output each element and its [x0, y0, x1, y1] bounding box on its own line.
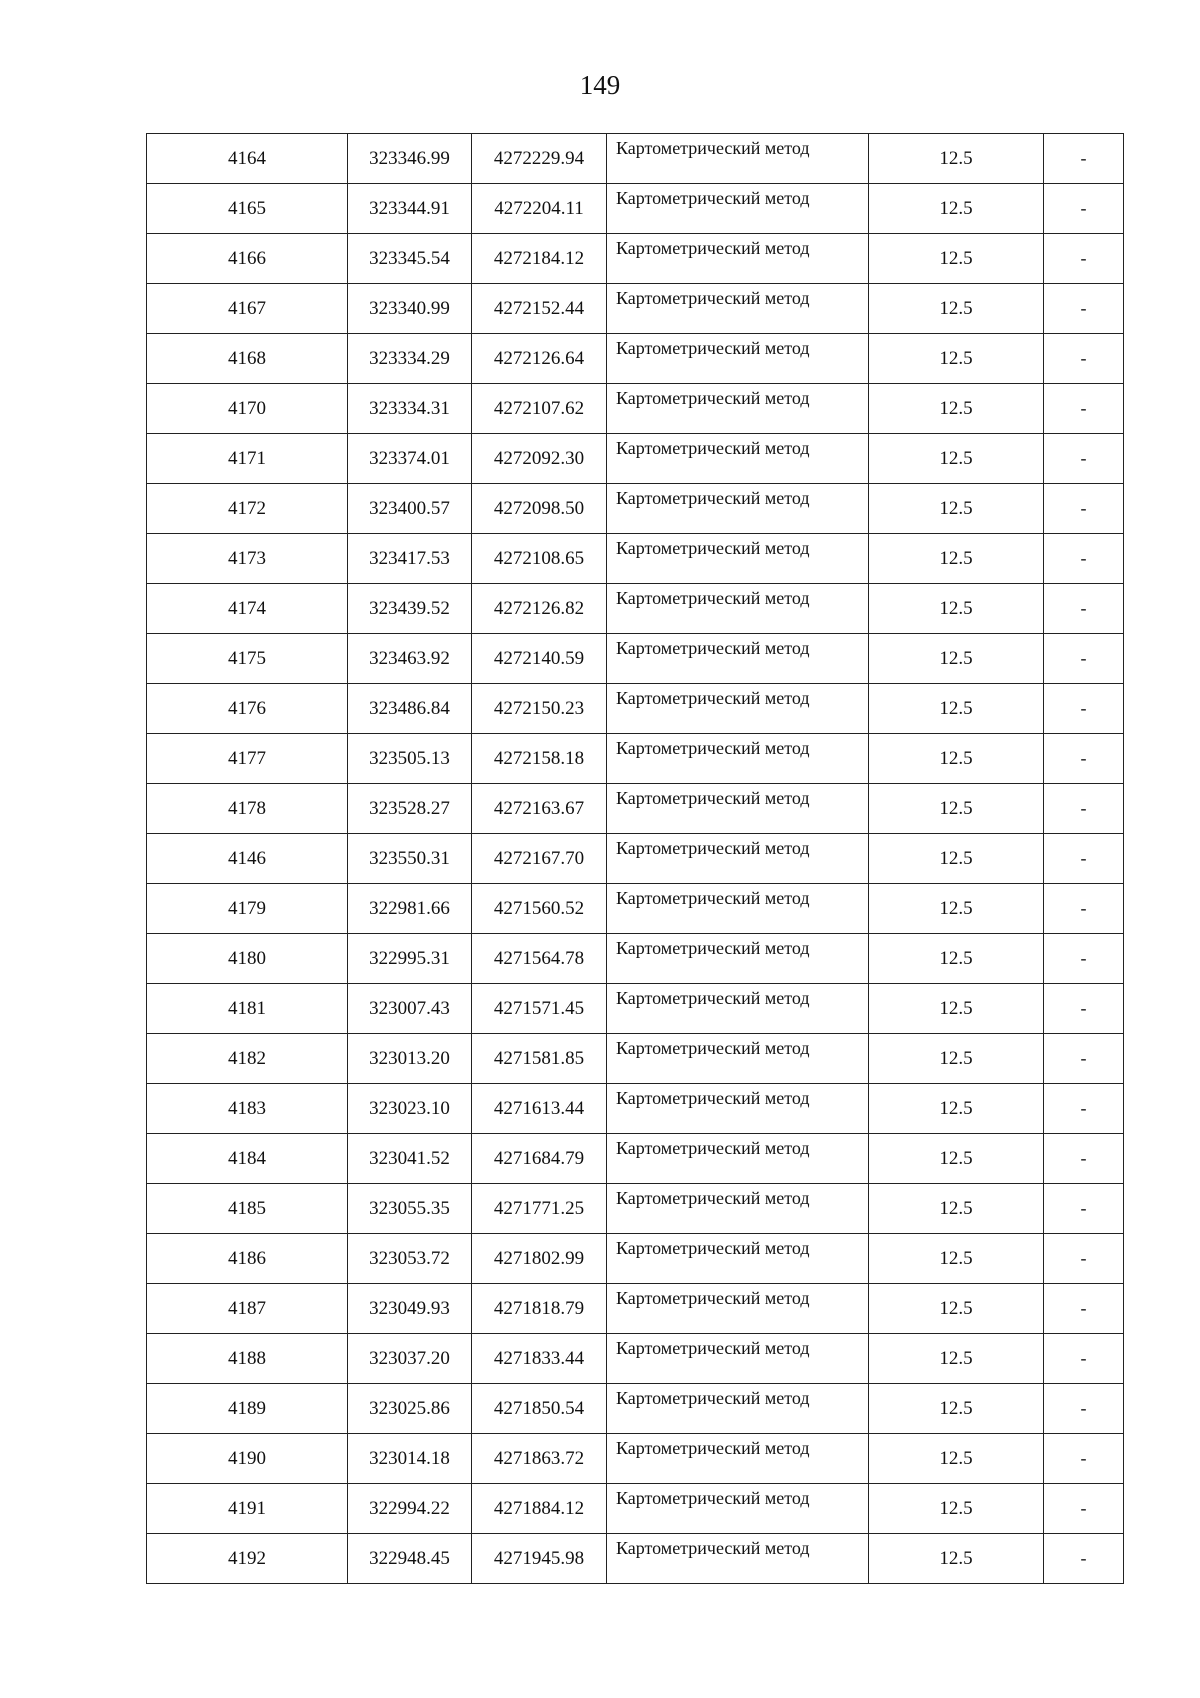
- y-coordinate-cell: 4272126.64: [472, 334, 607, 384]
- accuracy-cell: 12.5: [869, 384, 1044, 434]
- table-row: [147, 1184, 1124, 1234]
- point-number-cell: 4170: [147, 384, 348, 434]
- table-row: [147, 1234, 1124, 1284]
- method-cell: Картометрический метод: [607, 434, 869, 484]
- y-coordinate-cell: 4272204.11: [472, 184, 607, 234]
- point-number-cell: 4179: [147, 884, 348, 934]
- point-number-cell: 4184: [147, 1134, 348, 1184]
- table-row: [147, 684, 1124, 734]
- point-number-cell: 4177: [147, 734, 348, 784]
- note-cell: -: [1044, 634, 1124, 684]
- table-row: [147, 434, 1124, 484]
- method-cell: Картометрический метод: [607, 334, 869, 384]
- table-row: [147, 1134, 1124, 1184]
- method-cell: Картометрический метод: [607, 984, 869, 1034]
- note-cell: -: [1044, 134, 1124, 184]
- point-number-cell: 4178: [147, 784, 348, 834]
- y-coordinate-cell: 4272126.82: [472, 584, 607, 634]
- x-coordinate-cell: 323374.01: [348, 434, 472, 484]
- y-coordinate-cell: 4271581.85: [472, 1034, 607, 1084]
- x-coordinate-cell: 322948.45: [348, 1534, 472, 1584]
- point-number-cell: 4146: [147, 834, 348, 884]
- y-coordinate-cell: 4271564.78: [472, 934, 607, 984]
- y-coordinate-cell: 4272107.62: [472, 384, 607, 434]
- x-coordinate-cell: 322994.22: [348, 1484, 472, 1534]
- y-coordinate-cell: 4271771.25: [472, 1184, 607, 1234]
- accuracy-cell: 12.5: [869, 1384, 1044, 1434]
- note-cell: -: [1044, 1084, 1124, 1134]
- method-cell: Картометрический метод: [607, 184, 869, 234]
- x-coordinate-cell: 323486.84: [348, 684, 472, 734]
- table-row: [147, 784, 1124, 834]
- accuracy-cell: 12.5: [869, 784, 1044, 834]
- note-cell: -: [1044, 934, 1124, 984]
- y-coordinate-cell: 4271833.44: [472, 1334, 607, 1384]
- note-cell: -: [1044, 1034, 1124, 1084]
- note-cell: -: [1044, 234, 1124, 284]
- table-row: [147, 1484, 1124, 1534]
- x-coordinate-cell: 323014.18: [348, 1434, 472, 1484]
- table-row: [147, 1034, 1124, 1084]
- accuracy-cell: 12.5: [869, 934, 1044, 984]
- method-cell: Картометрический метод: [607, 1534, 869, 1584]
- x-coordinate-cell: 323013.20: [348, 1034, 472, 1084]
- x-coordinate-cell: 323345.54: [348, 234, 472, 284]
- method-cell: Картометрический метод: [607, 1434, 869, 1484]
- point-number-cell: 4185: [147, 1184, 348, 1234]
- y-coordinate-cell: 4272108.65: [472, 534, 607, 584]
- accuracy-cell: 12.5: [869, 684, 1044, 734]
- point-number-cell: 4176: [147, 684, 348, 734]
- note-cell: -: [1044, 984, 1124, 1034]
- table-row: [147, 884, 1124, 934]
- point-number-cell: 4187: [147, 1284, 348, 1334]
- point-number-cell: 4191: [147, 1484, 348, 1534]
- note-cell: -: [1044, 334, 1124, 384]
- table-row: [147, 584, 1124, 634]
- table-row: [147, 984, 1124, 1034]
- method-cell: Картометрический метод: [607, 934, 869, 984]
- x-coordinate-cell: 323505.13: [348, 734, 472, 784]
- x-coordinate-cell: 322995.31: [348, 934, 472, 984]
- y-coordinate-cell: 4271818.79: [472, 1284, 607, 1334]
- table-row: [147, 334, 1124, 384]
- method-cell: Картометрический метод: [607, 1484, 869, 1534]
- table-row: [147, 534, 1124, 584]
- x-coordinate-cell: 323025.86: [348, 1384, 472, 1434]
- point-number-cell: 4173: [147, 534, 348, 584]
- method-cell: Картометрический метод: [607, 1034, 869, 1084]
- point-number-cell: 4166: [147, 234, 348, 284]
- point-number-cell: 4188: [147, 1334, 348, 1384]
- method-cell: Картометрический метод: [607, 884, 869, 934]
- table-row: [147, 1284, 1124, 1334]
- table-row: [147, 834, 1124, 884]
- y-coordinate-cell: 4271884.12: [472, 1484, 607, 1534]
- accuracy-cell: 12.5: [869, 1484, 1044, 1534]
- method-cell: Картометрический метод: [607, 1184, 869, 1234]
- note-cell: -: [1044, 184, 1124, 234]
- note-cell: -: [1044, 784, 1124, 834]
- method-cell: Картометрический метод: [607, 234, 869, 284]
- table-row: [147, 1084, 1124, 1134]
- note-cell: -: [1044, 1284, 1124, 1334]
- accuracy-cell: 12.5: [869, 1084, 1044, 1134]
- point-number-cell: 4181: [147, 984, 348, 1034]
- note-cell: -: [1044, 884, 1124, 934]
- accuracy-cell: 12.5: [869, 434, 1044, 484]
- y-coordinate-cell: 4271613.44: [472, 1084, 607, 1134]
- y-coordinate-cell: 4272140.59: [472, 634, 607, 684]
- method-cell: Картометрический метод: [607, 684, 869, 734]
- table-row: [147, 284, 1124, 334]
- x-coordinate-cell: 323007.43: [348, 984, 472, 1034]
- point-number-cell: 4180: [147, 934, 348, 984]
- accuracy-cell: 12.5: [869, 584, 1044, 634]
- accuracy-cell: 12.5: [869, 734, 1044, 784]
- table-row: [147, 934, 1124, 984]
- accuracy-cell: 12.5: [869, 534, 1044, 584]
- table-row: [147, 184, 1124, 234]
- accuracy-cell: 12.5: [869, 1334, 1044, 1384]
- method-cell: Картометрический метод: [607, 1284, 869, 1334]
- x-coordinate-cell: 323439.52: [348, 584, 472, 634]
- point-number-cell: 4165: [147, 184, 348, 234]
- y-coordinate-cell: 4271850.54: [472, 1384, 607, 1434]
- method-cell: Картометрический метод: [607, 784, 869, 834]
- table-row: [147, 1384, 1124, 1434]
- y-coordinate-cell: 4272229.94: [472, 134, 607, 184]
- note-cell: -: [1044, 534, 1124, 584]
- y-coordinate-cell: 4272158.18: [472, 734, 607, 784]
- note-cell: -: [1044, 434, 1124, 484]
- x-coordinate-cell: 323344.91: [348, 184, 472, 234]
- y-coordinate-cell: 4272152.44: [472, 284, 607, 334]
- x-coordinate-cell: 323053.72: [348, 1234, 472, 1284]
- coordinates-table-body: [147, 134, 1124, 1584]
- x-coordinate-cell: 323417.53: [348, 534, 472, 584]
- accuracy-cell: 12.5: [869, 1184, 1044, 1234]
- accuracy-cell: 12.5: [869, 834, 1044, 884]
- x-coordinate-cell: 323049.93: [348, 1284, 472, 1334]
- point-number-cell: 4182: [147, 1034, 348, 1084]
- y-coordinate-cell: 4272163.67: [472, 784, 607, 834]
- method-cell: Картометрический метод: [607, 534, 869, 584]
- note-cell: -: [1044, 584, 1124, 634]
- x-coordinate-cell: 323041.52: [348, 1134, 472, 1184]
- x-coordinate-cell: 323346.99: [348, 134, 472, 184]
- note-cell: -: [1044, 834, 1124, 884]
- note-cell: -: [1044, 1434, 1124, 1484]
- method-cell: Картометрический метод: [607, 134, 869, 184]
- table-row: [147, 1334, 1124, 1384]
- y-coordinate-cell: 4271802.99: [472, 1234, 607, 1284]
- accuracy-cell: 12.5: [869, 1234, 1044, 1284]
- accuracy-cell: 12.5: [869, 234, 1044, 284]
- x-coordinate-cell: 323463.92: [348, 634, 472, 684]
- accuracy-cell: 12.5: [869, 1434, 1044, 1484]
- note-cell: -: [1044, 734, 1124, 784]
- table-row: [147, 1534, 1124, 1584]
- point-number-cell: 4174: [147, 584, 348, 634]
- note-cell: -: [1044, 1534, 1124, 1584]
- note-cell: -: [1044, 1334, 1124, 1384]
- y-coordinate-cell: 4272098.50: [472, 484, 607, 534]
- point-number-cell: 4192: [147, 1534, 348, 1584]
- note-cell: -: [1044, 284, 1124, 334]
- y-coordinate-cell: 4271560.52: [472, 884, 607, 934]
- method-cell: Картометрический метод: [607, 1084, 869, 1134]
- y-coordinate-cell: 4271684.79: [472, 1134, 607, 1184]
- x-coordinate-cell: 323400.57: [348, 484, 472, 534]
- table-row: [147, 484, 1124, 534]
- method-cell: Картометрический метод: [607, 734, 869, 784]
- point-number-cell: 4175: [147, 634, 348, 684]
- accuracy-cell: 12.5: [869, 634, 1044, 684]
- method-cell: Картометрический метод: [607, 634, 869, 684]
- point-number-cell: 4189: [147, 1384, 348, 1434]
- table-row: [147, 634, 1124, 684]
- x-coordinate-cell: 323528.27: [348, 784, 472, 834]
- point-number-cell: 4186: [147, 1234, 348, 1284]
- method-cell: Картометрический метод: [607, 1334, 869, 1384]
- point-number-cell: 4171: [147, 434, 348, 484]
- x-coordinate-cell: 323023.10: [348, 1084, 472, 1134]
- accuracy-cell: 12.5: [869, 284, 1044, 334]
- point-number-cell: 4172: [147, 484, 348, 534]
- x-coordinate-cell: 323037.20: [348, 1334, 472, 1384]
- method-cell: Картометрический метод: [607, 1384, 869, 1434]
- note-cell: -: [1044, 484, 1124, 534]
- x-coordinate-cell: 323334.29: [348, 334, 472, 384]
- x-coordinate-cell: 323055.35: [348, 1184, 472, 1234]
- method-cell: Картометрический метод: [607, 1234, 869, 1284]
- note-cell: -: [1044, 1384, 1124, 1434]
- table-row: [147, 234, 1124, 284]
- table-row: [147, 1434, 1124, 1484]
- note-cell: -: [1044, 684, 1124, 734]
- method-cell: Картометрический метод: [607, 1134, 869, 1184]
- note-cell: -: [1044, 384, 1124, 434]
- method-cell: Картометрический метод: [607, 284, 869, 334]
- table-row: [147, 734, 1124, 784]
- accuracy-cell: 12.5: [869, 884, 1044, 934]
- point-number-cell: 4190: [147, 1434, 348, 1484]
- table-row: [147, 134, 1124, 184]
- point-number-cell: 4164: [147, 134, 348, 184]
- y-coordinate-cell: 4272184.12: [472, 234, 607, 284]
- x-coordinate-cell: 323334.31: [348, 384, 472, 434]
- note-cell: -: [1044, 1184, 1124, 1234]
- x-coordinate-cell: 323550.31: [348, 834, 472, 884]
- accuracy-cell: 12.5: [869, 1134, 1044, 1184]
- note-cell: -: [1044, 1484, 1124, 1534]
- accuracy-cell: 12.5: [869, 484, 1044, 534]
- x-coordinate-cell: 322981.66: [348, 884, 472, 934]
- note-cell: -: [1044, 1134, 1124, 1184]
- point-number-cell: 4167: [147, 284, 348, 334]
- method-cell: Картометрический метод: [607, 484, 869, 534]
- method-cell: Картометрический метод: [607, 584, 869, 634]
- y-coordinate-cell: 4271571.45: [472, 984, 607, 1034]
- x-coordinate-cell: 323340.99: [348, 284, 472, 334]
- accuracy-cell: 12.5: [869, 1284, 1044, 1334]
- y-coordinate-cell: 4271945.98: [472, 1534, 607, 1584]
- y-coordinate-cell: 4271863.72: [472, 1434, 607, 1484]
- point-number-cell: 4168: [147, 334, 348, 384]
- accuracy-cell: 12.5: [869, 1534, 1044, 1584]
- y-coordinate-cell: 4272167.70: [472, 834, 607, 884]
- coordinates-table: [146, 133, 1124, 1584]
- point-number-cell: 4183: [147, 1084, 348, 1134]
- page-number: 149: [579, 70, 621, 100]
- accuracy-cell: 12.5: [869, 984, 1044, 1034]
- method-cell: Картометрический метод: [607, 834, 869, 884]
- y-coordinate-cell: 4272150.23: [472, 684, 607, 734]
- accuracy-cell: 12.5: [869, 334, 1044, 384]
- note-cell: -: [1044, 1234, 1124, 1284]
- accuracy-cell: 12.5: [869, 134, 1044, 184]
- table-row: [147, 384, 1124, 434]
- accuracy-cell: 12.5: [869, 1034, 1044, 1084]
- method-cell: Картометрический метод: [607, 384, 869, 434]
- y-coordinate-cell: 4272092.30: [472, 434, 607, 484]
- accuracy-cell: 12.5: [869, 184, 1044, 234]
